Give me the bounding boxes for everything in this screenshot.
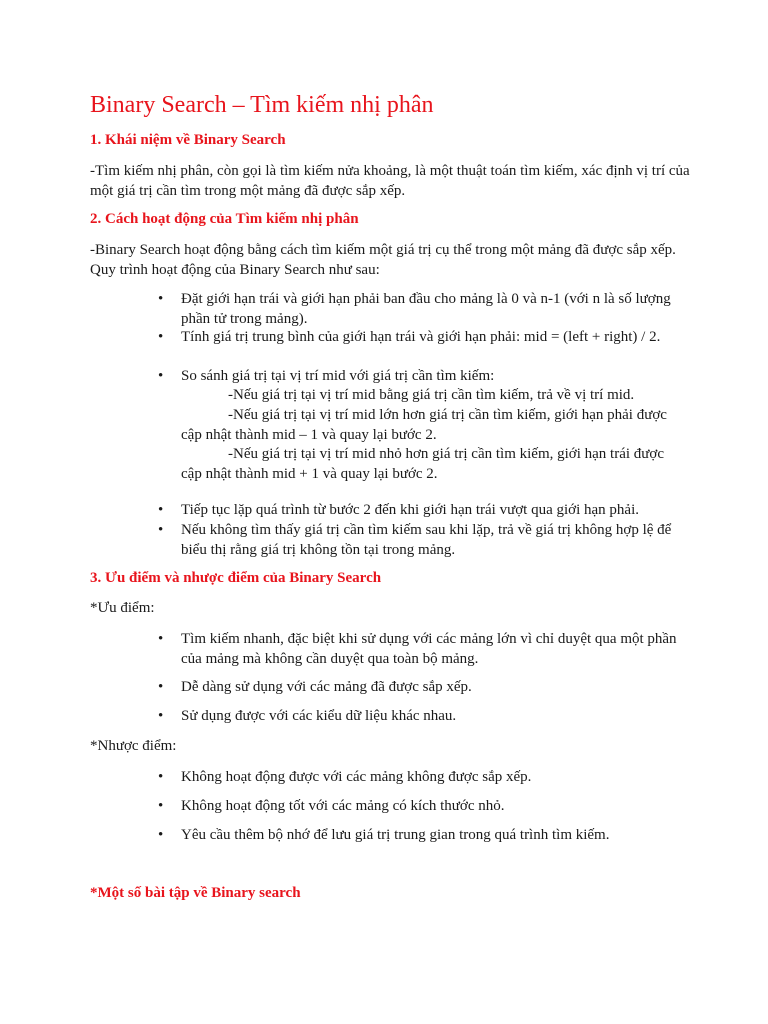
sub-step-text: -Nếu giá trị tại vị trí mid nhỏ hơn giá trị cần tìm kiếm, giới hạn trái được cập nhật thành mid + 1 và quay lại bước 2. bbox=[181, 446, 664, 482]
con-text: Yêu cầu thêm bộ nhớ để lưu giá trị trung gian trong quá trình tìm kiếm. bbox=[181, 827, 610, 843]
pro-text: Tìm kiếm nhanh, đặc biệt khi sử dụng với các mảng lớn vì chỉ duyệt qua một phần của mảng mà không cần duyệt qua toàn bộ mảng. bbox=[181, 631, 677, 667]
sub-step-text: -Nếu giá trị tại vị trí mid bằng giá trị cần tìm kiếm, trả về vị trí mid. bbox=[228, 387, 635, 403]
bullet-icon: • bbox=[158, 631, 164, 647]
bullet-icon: • bbox=[158, 368, 164, 384]
bullet-icon: • bbox=[158, 291, 164, 307]
pros-label: *Ưu điểm: bbox=[90, 600, 155, 616]
section-2-heading: 2. Cách hoạt động của Tìm kiếm nhị phân bbox=[90, 211, 359, 227]
section-3-heading: 3. Ưu điểm và nhược điểm của Binary Search bbox=[90, 570, 382, 586]
section-1-heading: 1. Khái niệm về Binary Search bbox=[90, 132, 286, 148]
step-text: Tính giá trị trung bình của giới hạn trái và giới hạn phải: mid = (left + right) / 2. bbox=[181, 329, 661, 345]
bullet-icon: • bbox=[158, 708, 164, 724]
step-text: Đặt giới hạn trái và giới hạn phải ban đầu cho mảng là 0 và n-1 (với n là số lượng phần tử trong mảng). bbox=[181, 291, 671, 327]
pro-text: Dễ dàng sử dụng với các mảng đã được sắp xếp. bbox=[181, 679, 472, 695]
bullet-icon: • bbox=[158, 679, 164, 695]
bullet-icon: • bbox=[158, 798, 164, 814]
step-text: Nếu không tìm thấy giá trị cần tìm kiếm sau khi lặp, trả về giá trị không hợp lệ để biểu thị rằng giá trị không tồn tại trong mảng. bbox=[181, 522, 672, 558]
con-text: Không hoạt động được với các mảng không được sắp xếp. bbox=[181, 769, 532, 785]
bullet-icon: • bbox=[158, 827, 164, 843]
con-text: Không hoạt động tốt với các mảng có kích thước nhỏ. bbox=[181, 798, 505, 814]
step-text: Tiếp tục lặp quá trình từ bước 2 đến khi giới hạn trái vượt qua giới hạn phải. bbox=[181, 502, 639, 518]
section-1-text: -Tìm kiếm nhị phân, còn gọi là tìm kiếm nửa khoảng, là một thuật toán tìm kiếm, xác định vị trí của một giá trị cần tìm trong một mảng đã được sắp xếp. bbox=[90, 163, 690, 199]
step-text: So sánh giá trị tại vị trí mid với giá trị cần tìm kiếm: bbox=[181, 368, 495, 384]
bullet-icon: • bbox=[158, 522, 164, 538]
document-title: Binary Search – Tìm kiếm nhị phân bbox=[90, 92, 434, 118]
pro-text: Sử dụng được với các kiểu dữ liệu khác nhau. bbox=[181, 708, 457, 724]
section-2-intro: -Binary Search hoạt động bằng cách tìm kiếm một giá trị cụ thể trong một mảng đã được sắp xếp. Quy trình hoạt động của Binary Search như sau: bbox=[90, 242, 676, 278]
bullet-icon: • bbox=[158, 502, 164, 518]
bullet-icon: • bbox=[158, 329, 164, 345]
section-4-heading: *Một số bài tập về Binary search bbox=[90, 885, 301, 901]
sub-step-text: -Nếu giá trị tại vị trí mid lớn hơn giá trị cần tìm kiếm, giới hạn phải được cập nhật thành mid – 1 và quay lại bước 2. bbox=[181, 407, 667, 443]
bullet-icon: • bbox=[158, 769, 164, 785]
cons-label: *Nhược điểm: bbox=[90, 738, 177, 754]
